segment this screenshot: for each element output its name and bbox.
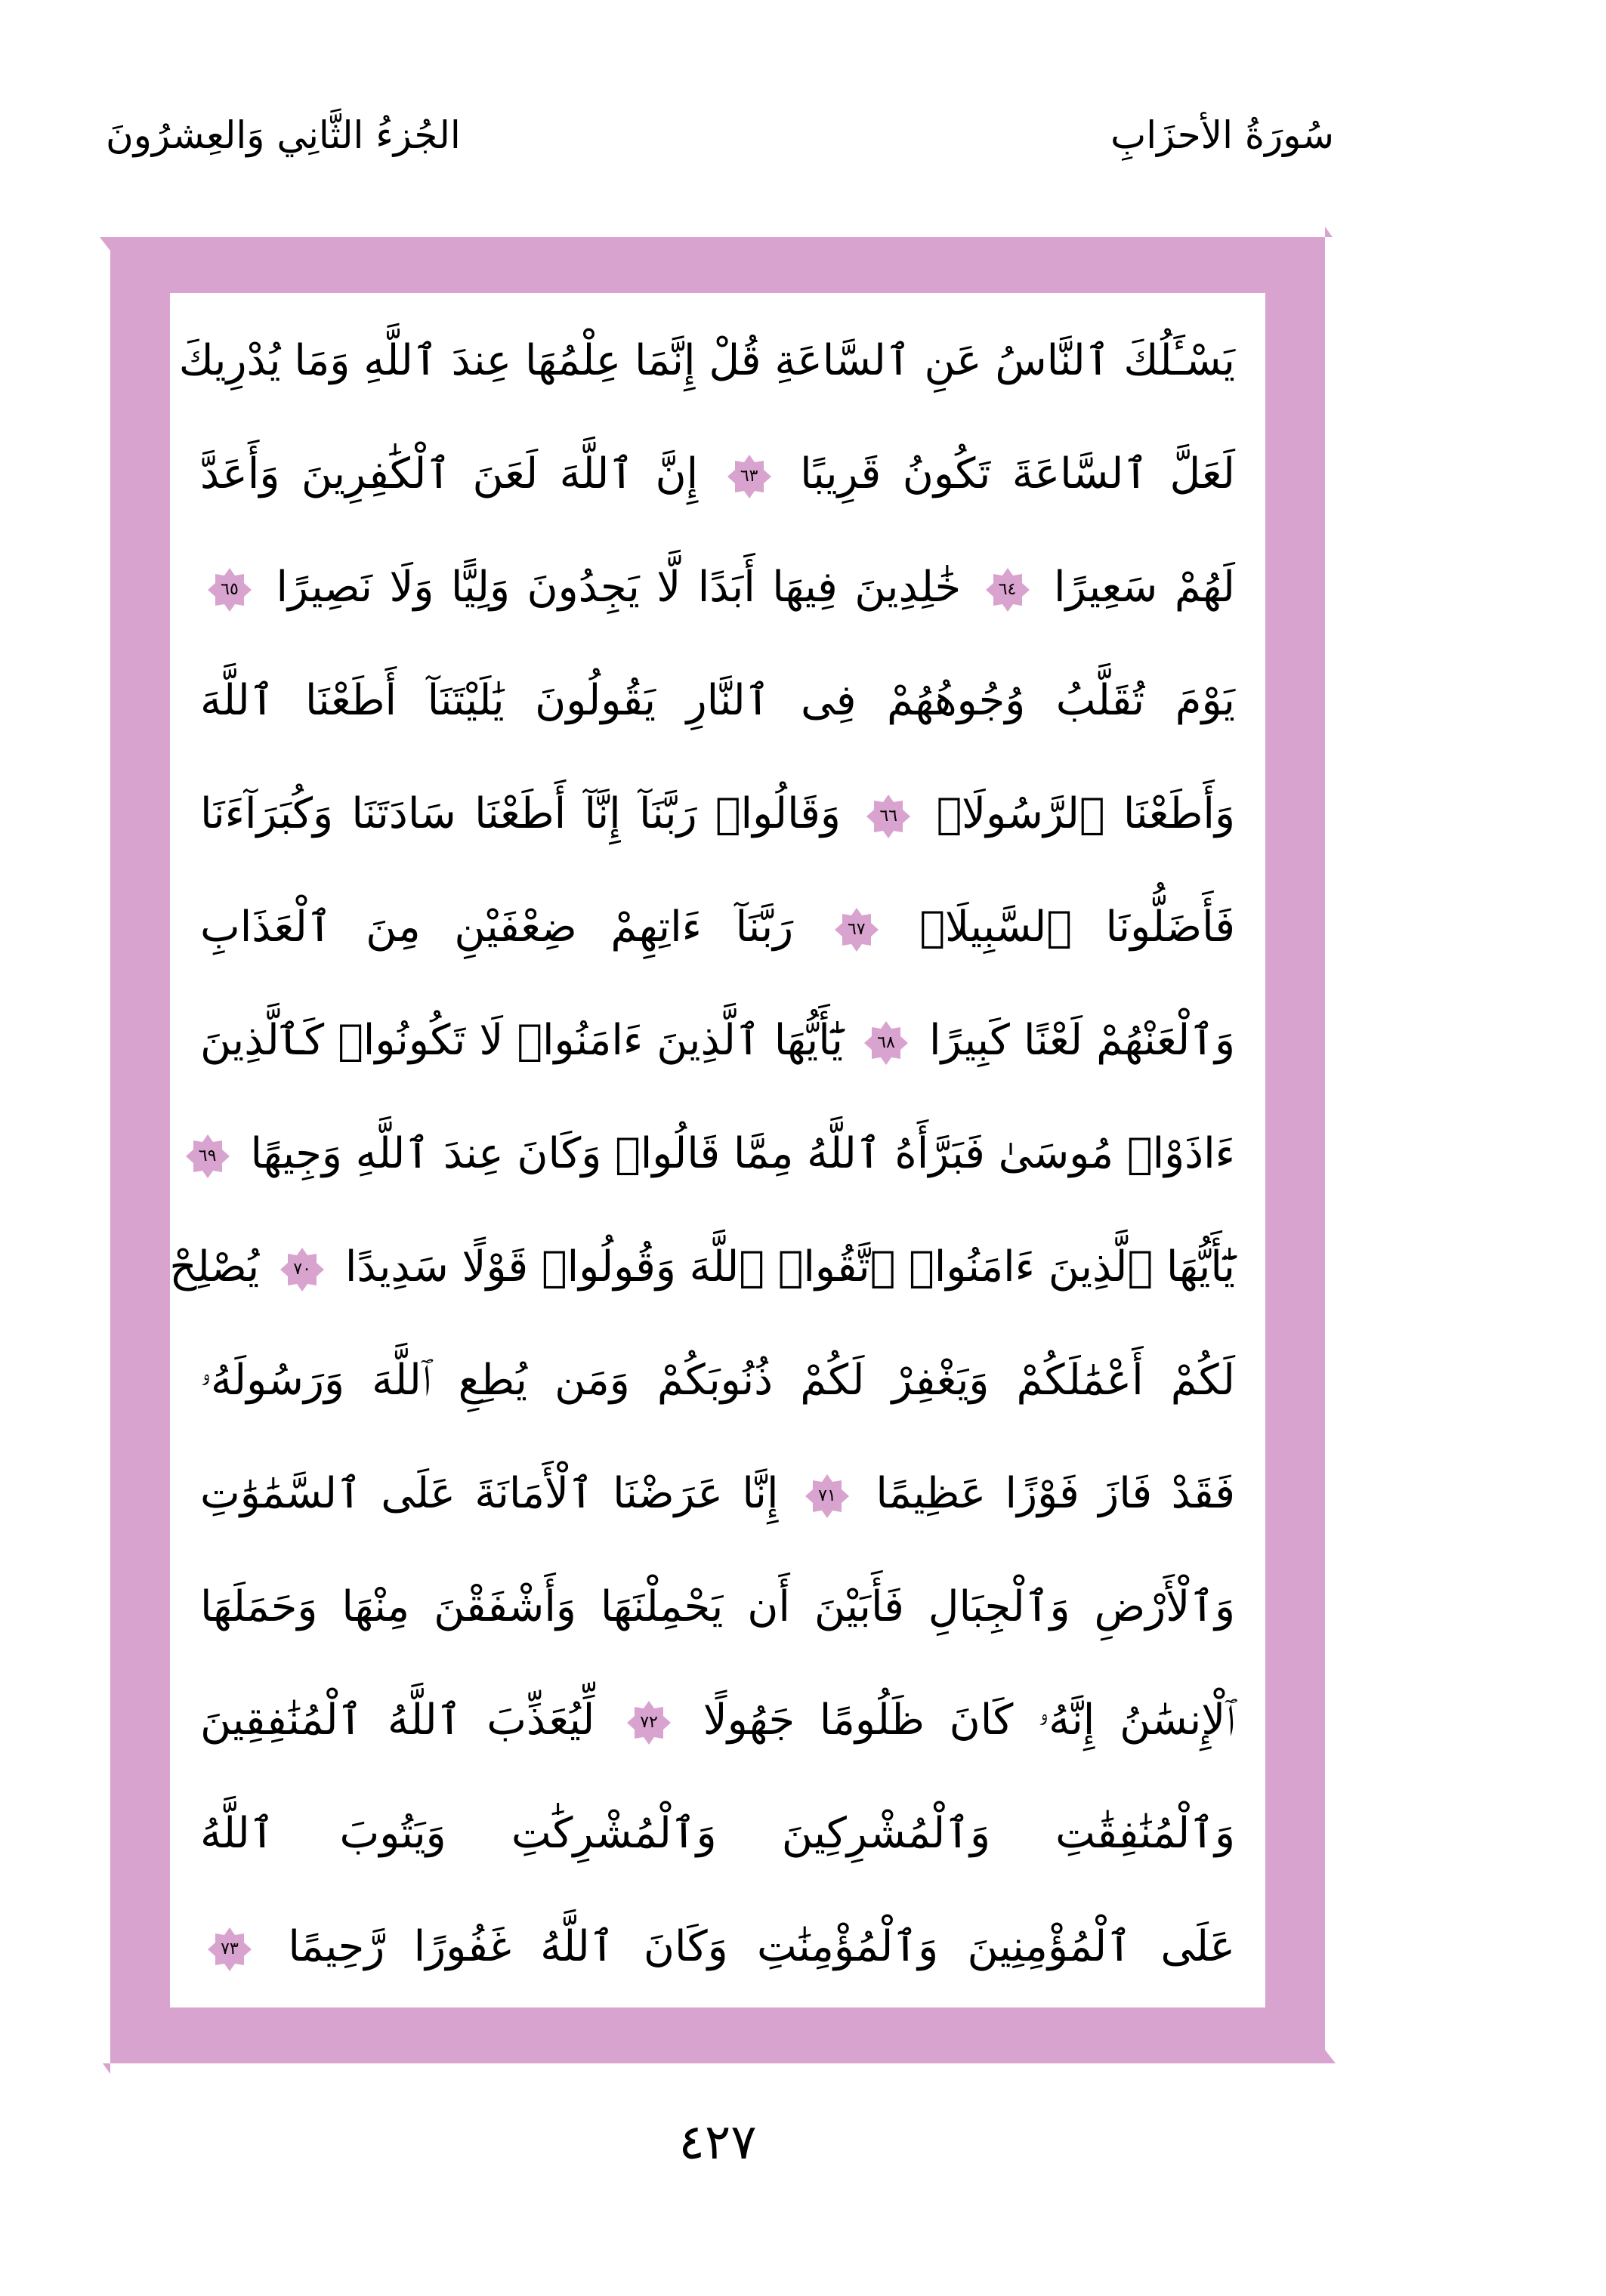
verse-text: يَٰٓأَيُّهَا ٱلَّذِينَ ءَامَنُوا۟ ٱتَّقُوا۟ ٱللَّهَ وَقُولُوا۟ قَوْلًا سَدِيدًا: [344, 1242, 1235, 1292]
verse-text: إِنَّ ٱللَّهَ لَعَنَ ٱلْكَٰفِرِينَ وَأَعَدَّ: [200, 449, 699, 498]
verse-text: إِنَّا عَرَضْنَا ٱلْأَمَانَةَ عَلَى ٱلسَّمَٰوَٰتِ: [200, 1469, 779, 1518]
verse-line: [200, 995, 1235, 1086]
verse-text: وَٱلْمُنَٰفِقَٰتِ وَٱلْمُشْرِكِينَ وَٱلْمُشْرِكَٰتِ وَيَتُوبَ ٱللَّهُ: [200, 1809, 1235, 1858]
verse-text: لَكُمْ أَعْمَٰلَكُمْ وَيَغْفِرْ لَكُمْ ذُنُوبَكُمْ وَمَن يُطِعِ ٱللَّهَ وَرَسُولَهُۥ: [200, 1356, 1235, 1405]
verse-line: [200, 429, 1235, 520]
verse-text: يَوْمَ تُقَلَّبُ وُجُوهُهُمْ فِى ٱلنَّارِ يَقُولُونَ يَٰلَيْتَنَآ أَطَعْنَا ٱللَّهَ: [200, 676, 1235, 725]
ayah-number-marker: [726, 453, 773, 500]
ayah-number-marker: [206, 1926, 253, 1973]
verse-line: [200, 1675, 1235, 1766]
verse-text: عَلَى ٱلْمُؤْمِنِينَ وَٱلْمُؤْمِنَٰتِ وَكَانَ ٱللَّهُ غَفُورًا رَّحِيمًا: [288, 1922, 1235, 1971]
verse-line: [200, 1335, 1235, 1426]
verse-line: [200, 769, 1235, 859]
ayah-number: ٧٣: [221, 1939, 239, 1958]
verse-text: وَٱلْأَرْضِ وَٱلْجِبَالِ فَأَبَيْنَ أَن يَحْمِلْنَهَا وَأَشْفَقْنَ مِنْهَا وَحَمَلَهَا: [200, 1582, 1235, 1631]
verse-line: [200, 882, 1235, 973]
page-number: ٤٢٧: [678, 2115, 757, 2171]
verse-text: فَأَضَلُّونَا ٱلسَّبِيلَا۠: [919, 903, 1235, 952]
ayah-number: ٦٩: [198, 1146, 217, 1165]
ayah-number-marker: [184, 1133, 231, 1180]
verse-line: [200, 656, 1235, 746]
ayah-number-marker: [865, 793, 912, 840]
ayah-number: ٧٢: [640, 1712, 658, 1732]
verse-text: يَسْـَٔلُكَ ٱلنَّاسُ عَنِ ٱلسَّاعَةِ قُلْ إِنَّمَا عِلْمُهَا عِندَ ٱللَّهِ وَمَا يُدْرِيكَ: [178, 336, 1235, 385]
verse-text: خَٰلِدِينَ فِيهَا أَبَدًا لَّا يَجِدُونَ وَلِيًّا وَلَا نَصِيرًا: [276, 563, 962, 612]
verse-text: فَقَدْ فَازَ فَوْزًا عَظِيمًا: [876, 1469, 1236, 1518]
verse-line: [200, 1788, 1235, 1879]
ayah-number-marker: [833, 906, 880, 953]
ayah-number: ٦٨: [877, 1032, 895, 1052]
verse-text: وَٱلْعَنْهُمْ لَعْنًا كَبِيرًا: [929, 1016, 1236, 1065]
page-frame: [83, 210, 1352, 2091]
verse-line: [200, 1449, 1235, 1539]
verse-text: وَقَالُوا۟ رَبَّنَآ إِنَّآ أَطَعْنَا سَادَتَنَا وَكُبَرَآءَنَا: [200, 789, 841, 838]
verse-line: [200, 1109, 1235, 1199]
verse-line: [169, 1222, 1235, 1313]
verse-line: [200, 542, 1235, 633]
verse-text: رَبَّنَآ ءَاتِهِمْ ضِعْفَيْنِ مِنَ ٱلْعَذَابِ: [200, 903, 794, 952]
ayah-number: ٦٦: [879, 806, 898, 826]
ayah-number-marker: [804, 1473, 851, 1520]
ayah-number-marker: [863, 1020, 910, 1066]
verse-line: [178, 316, 1235, 406]
juz-title: الجُزءُ الثَّانِي وَالعِشرُونَ: [106, 113, 461, 157]
verse-line: [200, 1562, 1235, 1653]
ayah-number-marker: [279, 1246, 326, 1293]
ayah-number-marker: [984, 566, 1031, 613]
text-panel: [170, 293, 1265, 2007]
verse-text: لِّيُعَذِّبَ ٱللَّهُ ٱلْمُنَٰفِقِينَ: [200, 1696, 595, 1745]
surah-title: سُورَةُ الأحزَابِ: [1110, 113, 1334, 157]
ayah-number: ٦٣: [740, 466, 758, 486]
ayah-number: ٦٤: [998, 579, 1017, 599]
verse-text: ٱلْإِنسَٰنُ إِنَّهُۥ كَانَ ظَلُومًا جَهُولًا: [703, 1696, 1236, 1745]
verse-line: [200, 1902, 1235, 1992]
verse-text: ءَاذَوْا۟ مُوسَىٰ فَبَرَّأَهُ ٱللَّهُ مِمَّا قَالُوا۟ وَكَانَ عِندَ ٱللَّهِ وَجِيهًا: [250, 1129, 1235, 1178]
ayah-number: ٧٠: [293, 1259, 311, 1279]
verse-text: لَهُمْ سَعِيرًا: [1054, 563, 1235, 612]
ayah-number: ٧١: [818, 1486, 836, 1505]
verse-text: وَأَطَعْنَا ٱلرَّسُولَا۠: [936, 789, 1235, 838]
ayah-number: ٦٥: [221, 579, 239, 599]
verse-text: لَعَلَّ ٱلسَّاعَةَ تَكُونُ قَرِيبًا: [800, 449, 1235, 498]
ayah-number-marker: [625, 1699, 672, 1746]
verse-text: يُصْلِحْ: [169, 1242, 260, 1292]
verse-text: يَٰٓأَيُّهَا ٱلَّذِينَ ءَامَنُوا۟ لَا تَكُونُوا۟ كَٱلَّذِينَ: [200, 1016, 843, 1065]
ayah-number: ٦٧: [847, 919, 866, 939]
ayah-number-marker: [206, 566, 253, 613]
